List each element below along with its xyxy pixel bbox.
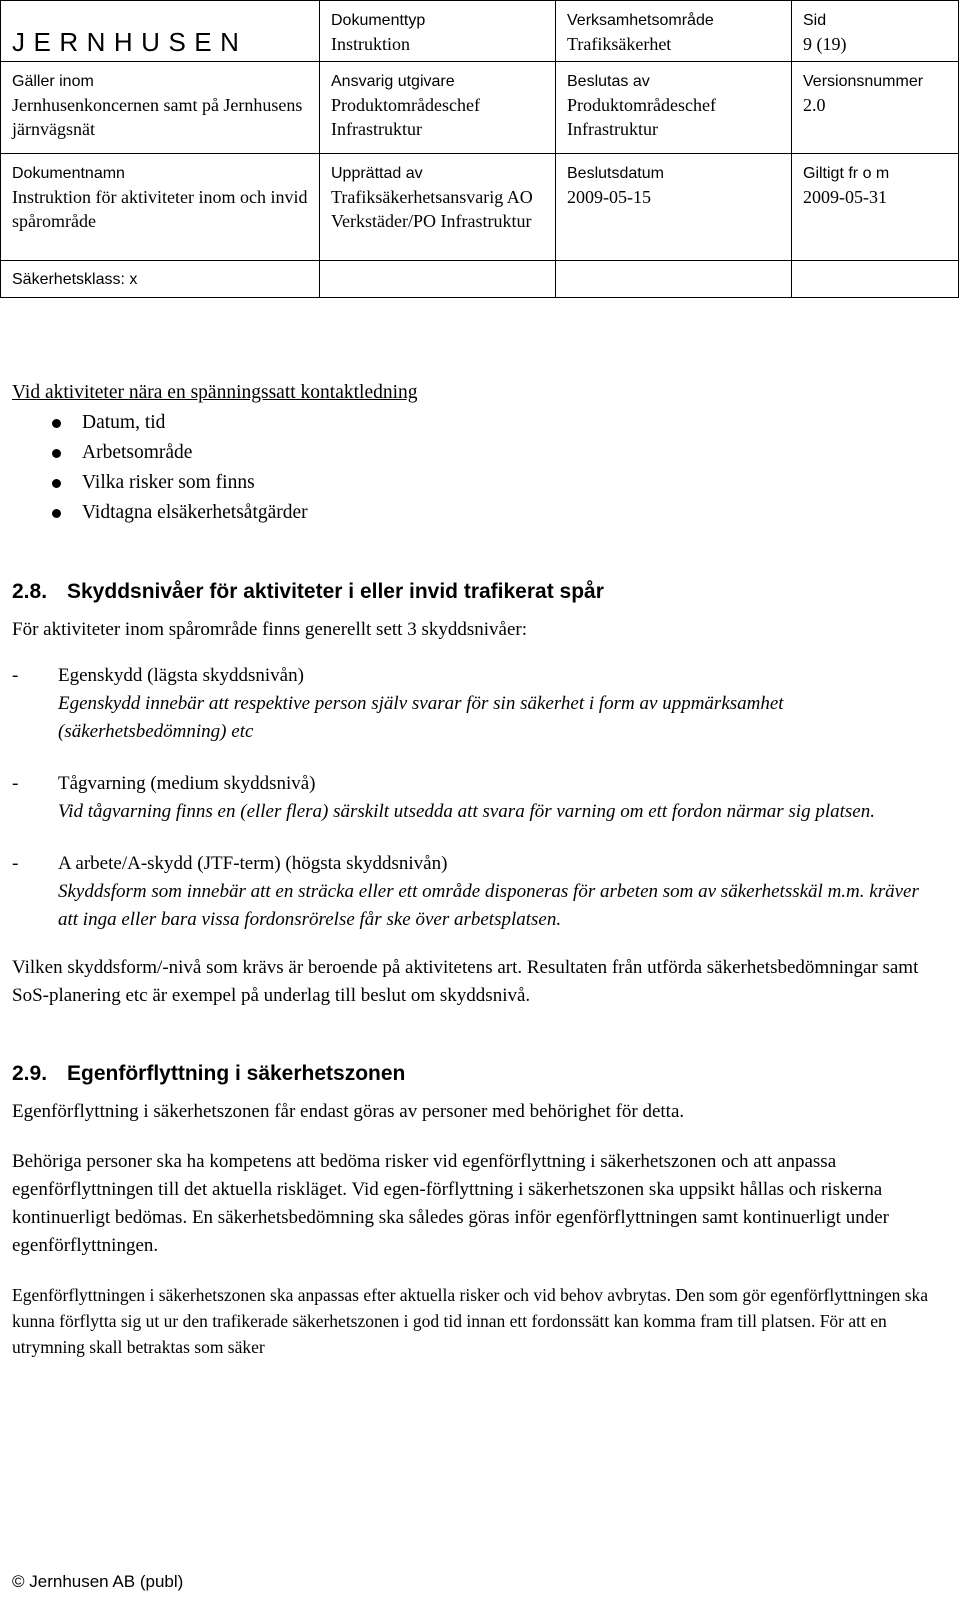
paragraph: Vilken skyddsform/-nivå som krävs är beroende på aktivitetens art. Resultaten från utförda säkerhetsbedömningar samt SoS-planering etc är exempel på underlag till beslut om skyddsnivå. (12, 957, 919, 1006)
business-area-label: Verksamhetsområde (567, 12, 714, 29)
paragraph: Behöriga personer ska ha kompetens att bedöma risker vid egenförflyttning i säkerhetszonen och att anpassa egenförflyttningen till det aktuella riskläget. Vid egen-förflyttning i säkerhetszonen ska uppsikt hållas och riskerna kontinuerligt bedömas. En säkerhetsbedömning ska således göras inför egenförflyttningen samt kontinuerligt under egenförflyttningen. (12, 1151, 889, 1256)
section-heading (12, 1062, 932, 1086)
dash-marker: - (12, 665, 19, 686)
level-title: A arbete/A-skydd (JTF-term) (högsta skyddsnivån) (58, 853, 448, 874)
page-cell (792, 1, 959, 62)
publisher-value: Produktområdeschef Infrastruktur (331, 95, 480, 139)
copyright-footer: © Jernhusen AB (publ) (12, 1572, 184, 1591)
scope-label: Gäller inom (12, 73, 94, 90)
level-item (12, 770, 932, 826)
decided-by-value: Produktområdeschef Infrastruktur (567, 95, 716, 139)
business-area-cell (556, 1, 792, 62)
list-item: Datum, tid (12, 408, 932, 438)
section-number: 2.9. (12, 1062, 48, 1085)
bullet-list (12, 408, 932, 528)
contact-line-link[interactable]: Vid aktiviteter nära en spänningssatt kontaktledning (12, 382, 418, 403)
page-label: Sid (803, 12, 827, 29)
valid-from-cell (792, 154, 959, 261)
prepared-by-label: Upprättad av (331, 165, 423, 182)
decided-by-label: Beslutas av (567, 73, 650, 90)
level-description: Skyddsform som innebär att en sträcka eller ett område disponeras för arbeten som av säkerhetsskäl m.m. kräver att inga eller bara vissa fordonsrörelse får ske över arbetsplatsen. (58, 881, 919, 930)
publisher-label: Ansvarig utgivare (331, 73, 455, 90)
security-class: Säkerhetsklass: x (12, 271, 138, 288)
section-heading (12, 580, 932, 604)
security-class-cell (1, 261, 320, 298)
paragraph-small (12, 1282, 932, 1360)
level-item (12, 850, 932, 934)
list-item: Vilka risker som finns (12, 468, 932, 498)
empty-cell (792, 261, 959, 298)
list-item: Arbetsområde (12, 438, 932, 468)
doc-type-label: Dokumenttyp (331, 12, 426, 29)
decision-date-value: 2009-05-15 (567, 187, 651, 207)
page-value: 9 (19) (803, 34, 847, 54)
decision-date-label: Beslutsdatum (567, 165, 664, 182)
logo-cell (1, 1, 320, 62)
version-cell (792, 62, 959, 154)
dash-marker: - (12, 773, 19, 794)
decision-date-cell (556, 154, 792, 261)
paragraph: För aktiviteter inom spårområde finns generellt sett 3 skyddsnivåer: (12, 619, 527, 640)
doc-name-value: Instruktion för aktiviteter inom och invid spårområde (12, 187, 308, 231)
header-table (0, 0, 959, 298)
business-area-value: Trafiksäkerhet (567, 34, 672, 54)
valid-from-label: Giltigt fr o m (803, 165, 890, 182)
level-description: Egenskydd innebär att respektive person själv svarar för sin säkerhet i form av uppmärksamhet (säkerhetsbedömning) etc (58, 693, 784, 742)
list-item: Vidtagna elsäkerhetsåtgärder (12, 498, 932, 528)
version-value: 2.0 (803, 95, 826, 115)
prepared-by-cell (320, 154, 556, 261)
doc-type-cell (320, 1, 556, 62)
prepared-by-value: Trafiksäkerhetsansvarig AO Verkstäder/PO Infrastruktur (331, 187, 533, 231)
scope-value: Jernhusenkoncernen samt på Jernhusens järnvägsnät (12, 95, 303, 139)
level-title: Egenskydd (lägsta skyddsnivån) (58, 665, 304, 686)
publisher-cell (320, 62, 556, 154)
level-title: Tågvarning (medium skyddsnivå) (58, 773, 316, 794)
doc-name-cell (1, 154, 320, 261)
document-header (0, 0, 958, 298)
section-number: 2.8. (12, 580, 48, 603)
company-logo: JERNHUSEN (12, 27, 248, 57)
doc-name-label: Dokumentnamn (12, 165, 125, 182)
dash-marker: - (12, 853, 19, 874)
valid-from-value: 2009-05-31 (803, 187, 887, 207)
paragraph: Egenförflyttning i säkerhetszonen får endast göras av personer med behörighet för detta. (12, 1101, 685, 1122)
doc-type-value: Instruktion (331, 34, 410, 54)
scope-cell (1, 62, 320, 154)
level-item (12, 662, 932, 746)
level-description: Vid tågvarning finns en (eller flera) särskilt utsedda att svara för varning om ett fordon närmar sig platsen. (58, 801, 875, 822)
empty-cell (556, 261, 792, 298)
paragraph: Egenförflyttningen i säkerhetszonen ska anpassas efter aktuella risker och vid behov avbrytas. Den som gör egenförflyttningen ska kunna förflytta sig ut ur den trafikerade säkerhetszonen i god tid innan ett fordonssätt kan komma fram till platsen. För att en utrymning skall betraktas som säker (12, 1285, 929, 1357)
section-title: Skyddsnivåer för aktiviteter i eller invid trafikerat spår (67, 580, 604, 603)
section-title: Egenförflyttning i säkerhetszonen (67, 1062, 406, 1085)
empty-cell (320, 261, 556, 298)
document-body (12, 378, 932, 1360)
version-label: Versionsnummer (803, 73, 924, 90)
decided-by-cell (556, 62, 792, 154)
